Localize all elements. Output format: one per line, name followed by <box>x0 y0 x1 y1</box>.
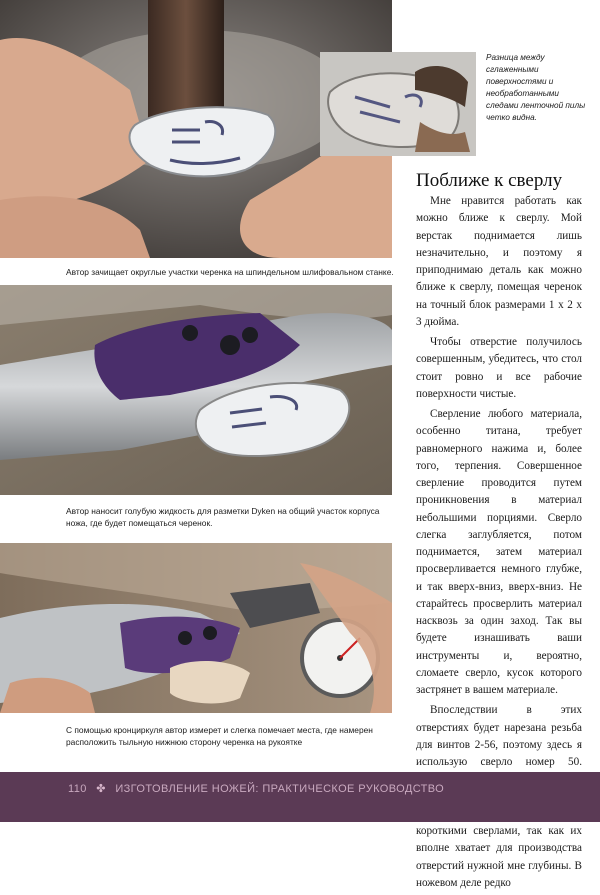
photo-caliper <box>0 543 392 713</box>
knife-blank-dyken-photo <box>0 285 392 495</box>
handle-closeup-photo <box>320 52 476 156</box>
article-paragraph: Впоследствии в этих отверстиях будет нарезана резьба для винтов 2-56, поэтому здесь я использую сверло номер 50. короткими сверлами, так как их вполне хватает для производства отверстий нужной мне глубины. В ножевом деле редко <box>416 704 582 889</box>
caption-top: Автор зачищает округлые участки черенка на шпиндельном шлифовальном станке. <box>66 267 394 277</box>
article-paragraph: Чтобы отверстие получилось совершенным, убедитесь, что стол стоит ровно и все рабочие поверхности чистые. <box>416 336 582 400</box>
page-number: 110 <box>68 783 87 795</box>
caliper-measuring-photo <box>0 543 392 713</box>
photo-dyken <box>0 285 392 495</box>
page-footer <box>0 772 600 822</box>
footer-line <box>68 782 450 795</box>
knife-ornament-icon: ✤ <box>96 783 106 795</box>
inset-caption: Разница между сглаженными поверхностями и необработанными следами ленточной пилы четко видна. <box>486 53 586 122</box>
caption-middle: Автор наносит голубую жидкость для разметки Dyken на общий участок корпуса ножа, где будет помещаться черенок. <box>66 506 380 528</box>
article-heading: Поближе к сверлу <box>416 170 563 191</box>
article-paragraph: Сверление любого материала, особенно титана, требует равномерного нажима и, более того, терпения. Совершенное сверление проводится путем проникновения в материал небольшими порциями. Сверло слегка заглубляется, потом поднимается, затем материал просверливается немного глубже, и так вверх-вниз, вверх-вниз. Не старайтесь просверлить материал насквозь за один заход. Так вы будете изнашивать ваши инструменты и, вероятно, сломаете сверло, кусок которого застрянет в вашем материале. <box>416 408 582 696</box>
caption-bottom: С помощью кронциркуля автор измерет и слегка помечает места, где намерен расположить тыльную нижнюю сторону черенка на рукоятке <box>66 725 373 747</box>
book-title: ИЗГОТОВЛЕНИЕ НОЖЕЙ: ПРАКТИЧЕСКОЕ РУКОВОДСТВО <box>115 783 445 795</box>
photo-inset <box>320 52 476 156</box>
article-paragraph: Мне нравится работать как можно ближе к сверлу. Мой верстак поднимается лишь незначительно, и поэтому я приподнимаю деталь как можно ближе к сверлу, помещая черенок на точный блок размерами 1 х 2 х 3 дюйма. <box>416 195 582 328</box>
